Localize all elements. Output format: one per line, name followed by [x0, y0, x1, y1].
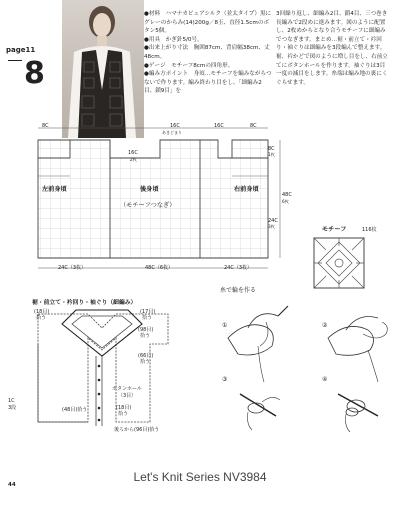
trim-row-d: (66目) [138, 353, 154, 359]
specs-points: ●編み方ポイント 身頃…モチーフを編みながらつないで作ります。編み終わり目をし、「細編み2目、鎖9目」を [144, 71, 272, 95]
trim-row-g: 後ろから(96目)拾う [114, 427, 160, 433]
dim-armhole: 8C [268, 146, 275, 152]
specs-gauge: ●ゲージ モチーフ8cmの四角形。 [144, 62, 234, 69]
trim-row-b: (17目) [140, 309, 156, 315]
dim-armhole-sub: 1枚 [268, 152, 275, 157]
dim-shoulder: 16C [128, 150, 138, 156]
page-tag-underline [8, 60, 22, 61]
dim-side: 24C [268, 218, 278, 224]
motif-diagram [312, 236, 366, 290]
dim-top-left: 8C [42, 123, 49, 129]
trim-title: 裾・前立て・衿回り・袖ぐり（細編み） [32, 300, 137, 306]
dim-side-sub: 3枚 [268, 224, 275, 229]
yarn-step-4: ④ [322, 376, 328, 383]
dim-shoulder-sub: 2枚 [130, 157, 137, 162]
dim-top-mid-left: 16C [82, 123, 92, 129]
left-front-label: 左前身頃 [42, 186, 67, 193]
trim-row-c: (98目) [138, 327, 154, 333]
dim-bottom-left: 24C（3枚） [58, 265, 87, 271]
trim-buttonhole-sub: （3目） [118, 393, 137, 399]
specs-size: ●出来上がり寸法 胸囲87cm、背肩幅38cm、丈48cm。 [144, 45, 270, 60]
yarn-step-1: ① [222, 322, 228, 329]
specs-needles: ●用具 かぎ針5/0号。 [144, 36, 203, 43]
dim-bottom-mid: 48C（6枚） [145, 265, 174, 271]
trim-row-d-sub: 拾う [140, 359, 151, 365]
right-front-label: 右前身頃 [234, 186, 259, 193]
instructions-block [276, 10, 388, 87]
trim-side-small: 1C [8, 398, 15, 404]
trim-buttonhole: ボタンホール [112, 386, 142, 392]
yarn-step-2: ② [322, 322, 328, 329]
motif-count: 116枚 [362, 227, 377, 233]
back-sub-label: （モチーフつなぎ） [120, 202, 176, 209]
footer-page-number: 44 [8, 482, 16, 488]
dim-right-total-sub: 6枚 [282, 199, 289, 204]
dim-top-mid-right: 16C [214, 123, 224, 129]
pattern-number: 8 [24, 56, 45, 91]
trim-row-f: (18目) [116, 405, 132, 411]
motif-title: モチーフ [322, 226, 347, 233]
page-tag: page11 [6, 46, 36, 54]
trim-row-f-sub: 拾う [118, 411, 129, 417]
instructions-text: 3回繰り返し、細編み2目、鎖4目、三つ巻き長編みで2段めに進みます。図のように配置し、2枚めからとなり合うモチーフに細編みでつなぎます。まとめ…裾・前立て・衿回り・袖ぐりは細編みを3段編んで整えます。裾、衿かどで図のように増し目をし、右前立てにボタンホールを作ります。袖ぐりは3目一度の減目をします。糸端は編み地の裏にくぐらせます。 [276, 11, 388, 86]
trim-row-b-sub: 拾う [142, 315, 153, 321]
specs-materials: ●材料 ハマナカピュアシルク（並太タイプ）黒にグレーのからみ(14)200g／8玉、直径1.5cmのボタン5個。 [144, 11, 272, 35]
yarn-steps-title: 糸で輪を作る [220, 287, 257, 294]
trim-chart [18, 304, 188, 434]
dim-right-total: 48C [282, 192, 292, 198]
back-label: 後身頃 [140, 186, 159, 193]
dim-top-neck: 16C [170, 123, 180, 129]
dim-top-right: 8C [250, 123, 257, 129]
yarn-steps-illustration [218, 298, 398, 438]
dim-bottom-right: 24C（3枚） [224, 265, 253, 271]
dim-top-neck-sub: あきどまり [162, 130, 182, 135]
trim-row-e: (48目)拾う [62, 407, 88, 413]
trim-side-small-sub: 3段 [8, 405, 17, 411]
trim-row-a: (18目) [34, 309, 50, 315]
footer-series: Let's Knit Series NV3984 [133, 470, 267, 484]
trim-row-a-sub: 拾う [36, 315, 47, 321]
specs-block [144, 10, 272, 96]
trim-row-c-sub: 拾う [140, 333, 151, 339]
yarn-step-3: ③ [222, 376, 228, 383]
